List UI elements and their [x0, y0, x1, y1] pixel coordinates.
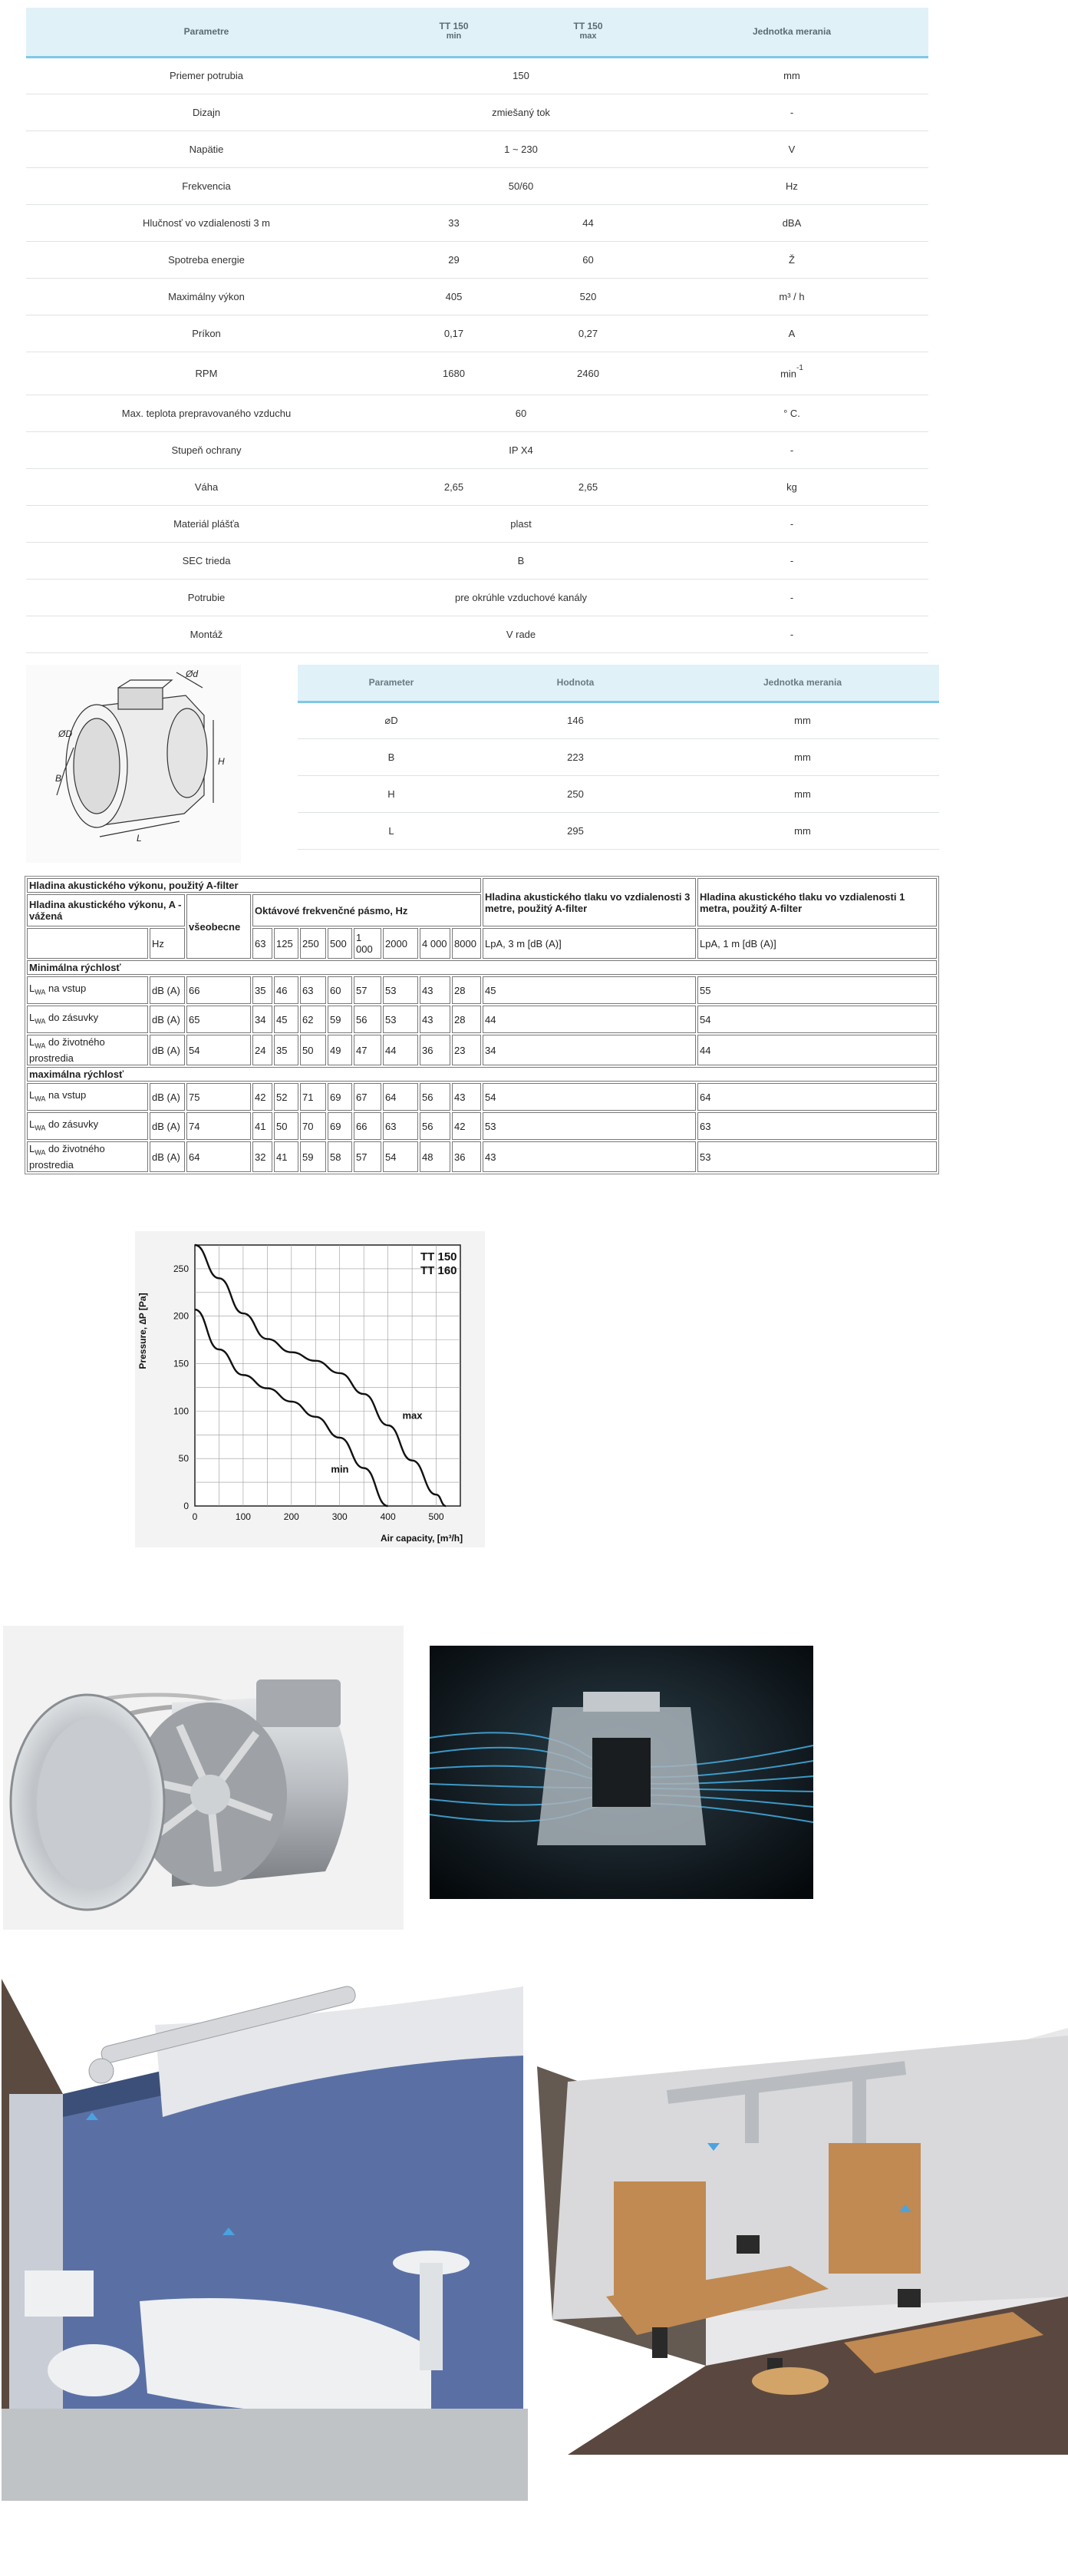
octave-cell: 54 — [383, 1141, 418, 1172]
octave-cell: 50 — [274, 1112, 298, 1140]
octave-label: Oktávové frekvenčné pásmo, Hz — [252, 894, 481, 926]
l-label: L — [29, 1143, 35, 1155]
row-label — [27, 1112, 148, 1140]
airflow-svg — [430, 1646, 813, 1899]
table-row — [298, 702, 939, 738]
value-cell: IP X4 — [387, 431, 655, 468]
octave-cell: 57 — [354, 1141, 381, 1172]
pressure-3m-cell: 54 — [483, 1083, 696, 1111]
spec-table-header — [26, 8, 928, 57]
unit-cell: - — [655, 94, 928, 130]
total-cell: 65 — [186, 1006, 251, 1033]
dim-param-cell: ⌀D — [298, 702, 485, 738]
octave-cell: 41 — [252, 1112, 272, 1140]
pressure-3m-unit: LpA, 3 m [dB (A)] — [483, 928, 696, 959]
acoustic-data-row — [27, 1035, 937, 1065]
y-tick-label: 200 — [173, 1310, 189, 1322]
octave-cell: 71 — [300, 1083, 326, 1111]
pressure-1m-cell: 63 — [697, 1112, 937, 1140]
value-cell: plast — [387, 505, 655, 542]
octave-cell: 64 — [383, 1083, 418, 1111]
l-label: L — [29, 1036, 35, 1049]
dims-header-value: Hodnota — [485, 665, 666, 702]
x-tick-label: 400 — [380, 1511, 396, 1522]
param-cell: Hlučnosť vo vzdialenosti 3 m — [26, 204, 387, 241]
unit-cell: A — [655, 315, 928, 352]
pressure-1m-cell: 64 — [697, 1083, 937, 1111]
header-v2 — [521, 8, 655, 57]
dimensions-table — [298, 665, 939, 850]
unit-cell: kg — [655, 468, 928, 505]
octave-cell: 43 — [420, 1006, 450, 1033]
header-unit: Jednotka merania — [655, 8, 928, 57]
param-cell: Napätie — [26, 130, 387, 167]
dim-unit-cell: mm — [666, 812, 939, 849]
unit-cell: Hz — [655, 167, 928, 204]
octave-cell: 23 — [452, 1035, 481, 1065]
param-cell: Potrubie — [26, 579, 387, 616]
spec-table-section — [26, 8, 928, 653]
octave-cell: 53 — [383, 976, 418, 1004]
octave-cell: 43 — [420, 976, 450, 1004]
dim-label-l: L — [137, 833, 142, 844]
l-label: L — [29, 1011, 35, 1023]
table-row — [26, 579, 928, 616]
chart-legend-tt150: TT 150 — [420, 1250, 457, 1263]
max-value-cell: 2460 — [521, 352, 655, 395]
total-cell: 74 — [186, 1112, 251, 1140]
spec-table — [26, 8, 928, 653]
param-cell: Max. teplota prepravovaného vzduchu — [26, 395, 387, 431]
octave-cell: 50 — [300, 1035, 326, 1065]
max-value-cell: 0,27 — [521, 315, 655, 352]
pressure-chart — [135, 1231, 485, 1547]
value-cell: 50/60 — [387, 167, 655, 204]
octave-cell: 46 — [274, 976, 298, 1004]
total-cell: 54 — [186, 1035, 251, 1065]
min-speed-row — [27, 960, 937, 975]
fan-product-photo — [3, 1626, 404, 1930]
unit-cell: - — [655, 542, 928, 579]
pressure-1m-cell: 55 — [697, 976, 937, 1004]
dim-value-cell: 295 — [485, 812, 666, 849]
table-row — [26, 278, 928, 315]
l-label: L — [29, 1118, 35, 1130]
param-cell: Príkon — [26, 315, 387, 352]
octave-cell: 35 — [252, 976, 272, 1004]
acoustic-title: Hladina akustického výkonu, použitý A-filter — [27, 878, 481, 893]
pressure-3m-cell: 34 — [483, 1035, 696, 1065]
octave-cell: 56 — [354, 1006, 381, 1033]
acoustic-data-row — [27, 976, 937, 1004]
octave-cell: 49 — [328, 1035, 352, 1065]
param-cell: RPM — [26, 352, 387, 395]
l-label: L — [29, 982, 35, 994]
octave-cell: 28 — [452, 1006, 481, 1033]
unit-cell: - — [655, 579, 928, 616]
value-cell: pre okrúhle vzduchové kanály — [387, 579, 655, 616]
table-row — [26, 352, 928, 395]
header-v1-sub: min — [446, 31, 462, 41]
l-sub: WA — [35, 1095, 46, 1103]
x-tick-label: 300 — [331, 1511, 348, 1522]
header-v2-sub: max — [579, 31, 597, 41]
octave-cell: 57 — [354, 976, 381, 1004]
table-row — [26, 395, 928, 431]
octave-cell: 59 — [300, 1141, 326, 1172]
octave-cell: 66 — [354, 1112, 381, 1140]
header-param: Parametre — [26, 8, 387, 57]
octave-cell: 42 — [252, 1083, 272, 1111]
row-label — [27, 1141, 148, 1172]
acoustic-data-row — [27, 1141, 937, 1172]
unit-cell: - — [655, 505, 928, 542]
y-tick-label: 250 — [173, 1263, 189, 1274]
unit-cell: V — [655, 130, 928, 167]
octave-cell: 41 — [274, 1141, 298, 1172]
unit-cell: dB (A) — [150, 1006, 185, 1033]
octave-cell: 69 — [328, 1112, 352, 1140]
max-value-cell: 60 — [521, 241, 655, 278]
chart-x-axis-label: Air capacity, [m³/h] — [381, 1533, 463, 1544]
dims-header-unit: Jednotka merania — [666, 665, 939, 702]
dim-value-cell: 250 — [485, 775, 666, 812]
dim-label-diameter-inner: Ød — [186, 669, 199, 679]
octave-cell: 35 — [274, 1035, 298, 1065]
max-value-cell: 44 — [521, 204, 655, 241]
param-cell: Materiál plášťa — [26, 505, 387, 542]
unit-cell: dB (A) — [150, 1112, 185, 1140]
dim-label-diameter-outer: ØD — [58, 728, 72, 739]
octave-cell: 58 — [328, 1141, 352, 1172]
row-label — [27, 1006, 148, 1033]
x-tick-label: 100 — [235, 1511, 251, 1522]
acoustic-data-row — [27, 1112, 937, 1140]
dimensions-table-section — [298, 665, 939, 850]
x-tick-label: 0 — [192, 1511, 198, 1522]
rpm-unit-sup: -1 — [796, 364, 803, 373]
l-sub: WA — [35, 988, 46, 996]
table-row — [26, 468, 928, 505]
pressure-3m-cell: 44 — [483, 1006, 696, 1033]
value-cell: zmiešaný tok — [387, 94, 655, 130]
unit-cell: m³ / h — [655, 278, 928, 315]
weighted-label: Hladina akustického výkonu, A - vážená — [27, 894, 185, 926]
fan-drawing-svg — [26, 665, 241, 863]
table-row — [26, 616, 928, 652]
octave-cell: 36 — [452, 1141, 481, 1172]
fan-photo-svg — [3, 1626, 404, 1930]
row-label — [27, 1035, 148, 1065]
param-cell: Váha — [26, 468, 387, 505]
dims-header-param: Parameter — [298, 665, 485, 702]
dim-param-cell: B — [298, 738, 485, 775]
dim-param-cell: L — [298, 812, 485, 849]
unit-cell: - — [655, 431, 928, 468]
l-label: L — [29, 1088, 35, 1101]
param-cell: Montáž — [26, 616, 387, 652]
freq-cell: 63 — [252, 928, 272, 959]
octave-cell: 45 — [274, 1006, 298, 1033]
chart-legend-tt160: TT 160 — [420, 1264, 457, 1277]
param-cell: Stupeň ochrany — [26, 431, 387, 468]
octave-cell: 24 — [252, 1035, 272, 1065]
table-row — [26, 94, 928, 130]
bathroom-installation-image — [2, 1933, 528, 2501]
max-speed-title: maximálna rýchlosť — [27, 1067, 937, 1082]
value-cell: 150 — [387, 57, 655, 94]
total-cell: 66 — [186, 976, 251, 1004]
param-cell: Priemer potrubia — [26, 57, 387, 94]
octave-cell: 42 — [452, 1112, 481, 1140]
total-cell: 64 — [186, 1141, 251, 1172]
octave-cell: 47 — [354, 1035, 381, 1065]
octave-cell: 34 — [252, 1006, 272, 1033]
l-sub: WA — [35, 1124, 46, 1132]
y-tick-label: 50 — [178, 1453, 189, 1465]
min-value-cell: 405 — [387, 278, 521, 315]
dim-value-cell: 146 — [485, 702, 666, 738]
unit-cell: dB (A) — [150, 1141, 185, 1172]
acoustic-data-row — [27, 1006, 937, 1033]
unit-cell: mm — [655, 57, 928, 94]
l-sub: WA — [35, 1042, 46, 1050]
total-cell: 75 — [186, 1083, 251, 1111]
airflow-visualization-image — [430, 1646, 813, 1899]
dims-table-header — [298, 665, 939, 702]
dim-unit-cell: mm — [666, 775, 939, 812]
header-v1-label: TT 150 — [439, 21, 469, 32]
rpm-unit — [780, 366, 803, 379]
min-speed-title: Minimálna rýchlosť — [27, 960, 937, 975]
value-cell: V rade — [387, 616, 655, 652]
series-label-min: min — [331, 1463, 349, 1475]
table-row — [26, 130, 928, 167]
unit-cell: Ž — [655, 241, 928, 278]
param-cell: Maximálny výkon — [26, 278, 387, 315]
row-label — [27, 976, 148, 1004]
row-label-text: na vstup — [48, 1088, 87, 1101]
empty-cell — [27, 928, 148, 959]
octave-cell: 36 — [420, 1035, 450, 1065]
row-label-text: na vstup — [48, 982, 87, 994]
unit-cell: ° C. — [655, 395, 928, 431]
param-cell: Frekvencia — [26, 167, 387, 204]
series-label-max: max — [402, 1409, 423, 1422]
x-tick-label: 200 — [283, 1511, 299, 1522]
header-v1 — [387, 8, 521, 57]
pressure-3m-cell: 43 — [483, 1141, 696, 1172]
table-row — [26, 315, 928, 352]
dim-value-cell: 223 — [485, 738, 666, 775]
header-v2-label: TT 150 — [573, 21, 603, 32]
fan-dimensions-drawing — [26, 665, 241, 863]
pressure-chart-svg — [135, 1231, 485, 1547]
table-row — [26, 241, 928, 278]
dim-label-b: B — [55, 773, 62, 784]
min-value-cell: 1680 — [387, 352, 521, 395]
pressure-3m-header: Hladina akustického tlaku vo vzdialenosti 3 metre, použitý A-filter — [483, 878, 696, 926]
l-sub: WA — [35, 1017, 46, 1025]
office-svg — [537, 2020, 1068, 2455]
table-row — [26, 505, 928, 542]
value-cell: B — [387, 542, 655, 579]
param-cell: Dizajn — [26, 94, 387, 130]
hz-label: Hz — [150, 928, 185, 959]
unit-cell: dB (A) — [150, 1035, 185, 1065]
rpm-unit-base: min — [780, 368, 797, 380]
table-row — [298, 812, 939, 849]
param-cell: Spotreba energie — [26, 241, 387, 278]
unit-cell: dB (A) — [150, 976, 185, 1004]
max-speed-row — [27, 1067, 937, 1082]
octave-cell: 56 — [420, 1112, 450, 1140]
y-tick-label: 150 — [173, 1358, 189, 1369]
table-row — [298, 738, 939, 775]
freq-cell: 1 000 — [354, 928, 381, 959]
octave-cell: 63 — [383, 1112, 418, 1140]
octave-cell: 48 — [420, 1141, 450, 1172]
dim-unit-cell: mm — [666, 702, 939, 738]
dim-label-h: H — [218, 756, 225, 767]
octave-cell: 67 — [354, 1083, 381, 1111]
min-value-cell: 0,17 — [387, 315, 521, 352]
param-cell: SEC trieda — [26, 542, 387, 579]
row-label — [27, 1083, 148, 1111]
octave-cell: 59 — [328, 1006, 352, 1033]
max-value-cell: 520 — [521, 278, 655, 315]
unit-cell: dBA — [655, 204, 928, 241]
row-label-text: do životného prostredia — [29, 1143, 105, 1171]
octave-cell: 60 — [328, 976, 352, 1004]
octave-cell: 44 — [383, 1035, 418, 1065]
min-value-cell: 29 — [387, 241, 521, 278]
row-label-text: do zásuvky — [48, 1118, 99, 1130]
freq-cell: 250 — [300, 928, 326, 959]
min-value-cell: 33 — [387, 204, 521, 241]
table-row — [26, 542, 928, 579]
pressure-3m-cell: 53 — [483, 1112, 696, 1140]
table-row — [26, 431, 928, 468]
acoustic-data-row — [27, 1083, 937, 1111]
unit-cell: dB (A) — [150, 1083, 185, 1111]
freq-cell: 500 — [328, 928, 352, 959]
octave-cell: 32 — [252, 1141, 272, 1172]
pressure-1m-cell: 44 — [697, 1035, 937, 1065]
table-row — [26, 57, 928, 94]
dim-param-cell: H — [298, 775, 485, 812]
y-tick-label: 100 — [173, 1405, 189, 1417]
frequency-row — [27, 928, 937, 959]
chart-y-axis-label: Pressure, ∆P [Pa] — [137, 1293, 148, 1369]
pressure-1m-cell: 53 — [697, 1141, 937, 1172]
octave-cell: 52 — [274, 1083, 298, 1111]
freq-cell: 4 000 — [420, 928, 450, 959]
octave-cell: 69 — [328, 1083, 352, 1111]
pressure-1m-header: Hladina akustického tlaku vo vzdialenosti 1 metra, použitý A-filter — [697, 878, 937, 926]
max-value-cell: 2,65 — [521, 468, 655, 505]
dim-unit-cell: mm — [666, 738, 939, 775]
pressure-3m-cell: 45 — [483, 976, 696, 1004]
pressure-1m-unit: LpA, 1 m [dB (A)] — [697, 928, 937, 959]
octave-cell: 62 — [300, 1006, 326, 1033]
octave-cell: 70 — [300, 1112, 326, 1140]
acoustic-table-section — [25, 876, 939, 1174]
value-cell: 60 — [387, 395, 655, 431]
row-label-text: do životného prostredia — [29, 1036, 105, 1064]
octave-cell: 43 — [452, 1083, 481, 1111]
freq-cell: 8000 — [452, 928, 481, 959]
unit-cell — [655, 352, 928, 395]
octave-cell: 28 — [452, 976, 481, 1004]
min-value-cell: 2,65 — [387, 468, 521, 505]
table-row — [26, 167, 928, 204]
octave-cell: 56 — [420, 1083, 450, 1111]
row-label-text: do zásuvky — [48, 1011, 99, 1023]
acoustic-table — [25, 876, 939, 1174]
l-sub: WA — [35, 1148, 46, 1157]
octave-cell: 63 — [300, 976, 326, 1004]
table-row — [26, 204, 928, 241]
y-tick-label: 0 — [183, 1501, 189, 1511]
freq-cell: 2000 — [383, 928, 418, 959]
x-tick-label: 500 — [428, 1511, 444, 1522]
office-installation-image — [537, 2020, 1068, 2455]
bathroom-svg — [2, 1933, 528, 2501]
unit-cell: - — [655, 616, 928, 652]
value-cell: 1 ~ 230 — [387, 130, 655, 167]
acoustic-title-row — [27, 878, 937, 893]
pressure-1m-cell: 54 — [697, 1006, 937, 1033]
table-row — [298, 775, 939, 812]
freq-cell: 125 — [274, 928, 298, 959]
octave-cell: 53 — [383, 1006, 418, 1033]
general-label: všeobecne — [186, 894, 251, 959]
